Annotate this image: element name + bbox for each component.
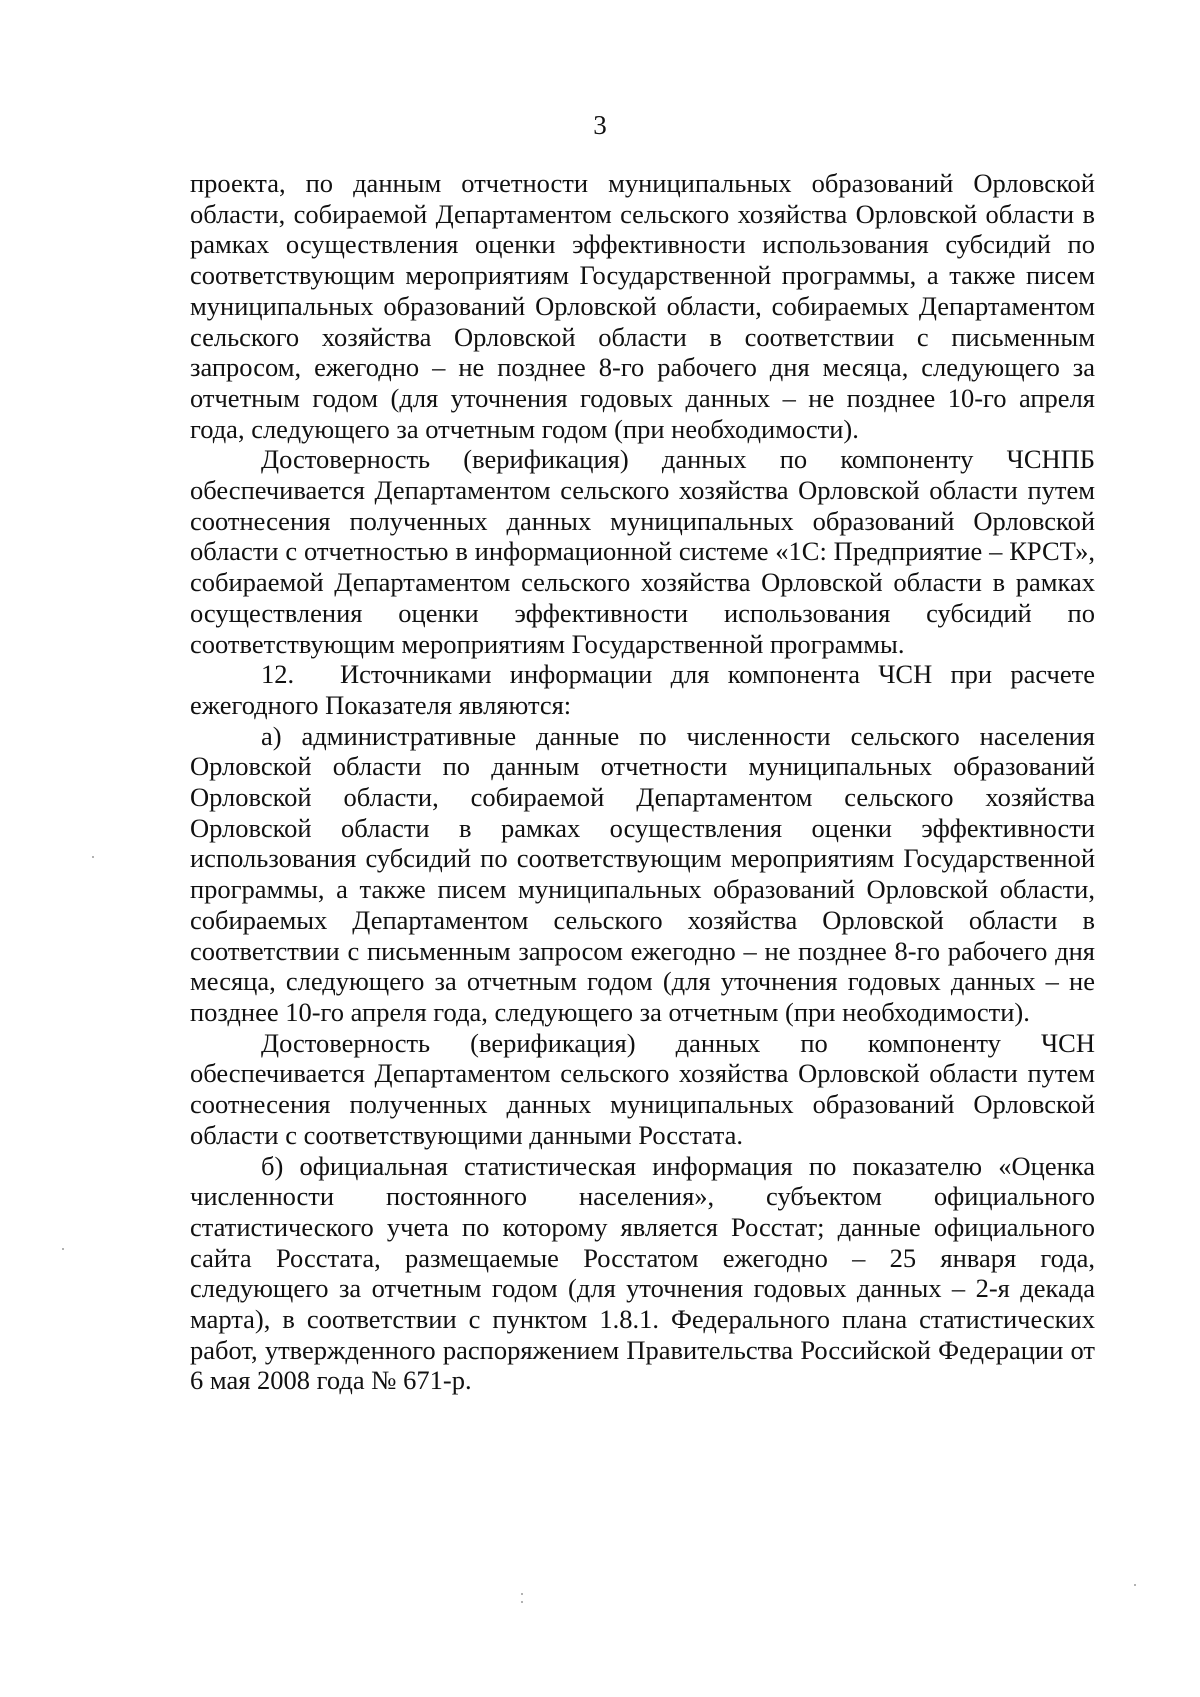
item-12-text: Источниками информации для компонента ЧСН при расчете ежегодного Показателя являются: bbox=[190, 659, 1095, 720]
document-body bbox=[190, 168, 1095, 1396]
scan-speck bbox=[92, 856, 94, 858]
scan-speck bbox=[521, 1593, 523, 1595]
page-number: 3 bbox=[593, 110, 607, 140]
paragraph-sources-continuation: проекта, по данным отчетности муниципальных образований Орловской области, собираемой Департаментом сельского хозяйства Орловской области в рамках осуществления оценки эффективности использования субсидий по соответствующим мероприятиям Государственной программы, а также писем муниципальных образований Орловской области, собираемых Департаментом сельского хозяйства Орловской области в соответствии с письменным запросом, ежегодно – не позднее 8-го рабочего дня месяца, следующего за отчетным годом (для уточнения годовых данных – не позднее 10-го апреля года, следующего за отчетным годом (при необходимости). bbox=[190, 168, 1095, 444]
scan-speck bbox=[62, 1248, 64, 1250]
paragraph-verification-chsn: Достоверность (верификация) данных по компоненту ЧСН обеспечивается Департаментом сельского хозяйства Орловской области путем соотнесения полученных данных муниципальных образований Орловской области с соответствующими данными Росстата. bbox=[190, 1027, 1095, 1150]
item-number: 12. bbox=[261, 659, 295, 690]
paragraph-item-12 bbox=[190, 659, 1095, 720]
scan-speck bbox=[1134, 1584, 1136, 1586]
paragraph-item-a: а) административные данные по численности сельского населения Орловской области по данным отчетности муниципальных образований Орловской области, собираемой Департаментом сельского хозяйства Орловской области в рамках осуществления оценки эффективности использования субсидий по соответствующим мероприятиям Государственной программы, а также писем муниципальных образований Орловской области, собираемых Департаментом сельского хозяйства Орловской области в соответствии с письменным запросом ежегодно – не позднее 8-го рабочего дня месяца, следующего за отчетным годом (для уточнения годовых данных – не позднее 10-го апреля года, следующего за отчетным (при необходимости). bbox=[190, 720, 1095, 1027]
paragraph-item-b: б) официальная статистическая информация по показателю «Оценка численности постоянного населения», субъектом официального статистического учета по которому является Росстат; данные официального сайта Росстата, размещаемые Росстатом ежегодно – 25 января года, следующего за отчетным годом (для уточнения годовых данных – 2-я декада марта), в соответствии с пунктом 1.8.1. Федерального плана статистических работ, утвержденного распоряжением Правительства Российской Федерации от 6 мая 2008 года № 671-р. bbox=[190, 1150, 1095, 1396]
paragraph-verification-chsnpb: Достоверность (верификация) данных по компоненту ЧСНПБ обеспечивается Департаментом сельского хозяйства Орловской области путем соотнесения полученных данных муниципальных образований Орловской области с отчетностью в информационной системе «1С: Предприятие – КРСТ», собираемой Департаментом сельского хозяйства Орловской области в рамках осуществления оценки эффективности использования субсидий по соответствующим мероприятиям Государственной программы. bbox=[190, 444, 1095, 659]
scan-speck bbox=[521, 1601, 523, 1603]
